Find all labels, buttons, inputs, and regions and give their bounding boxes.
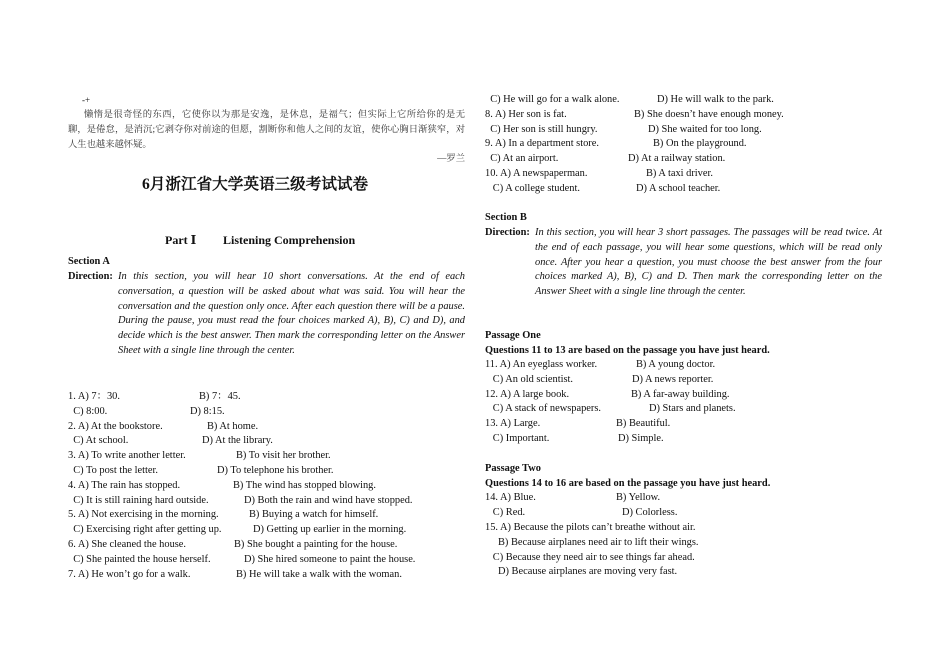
choice-left: C) A college student.	[485, 182, 580, 194]
choice-right: B) Yellow.	[616, 492, 661, 503]
choice-left: C) At school.	[68, 435, 129, 447]
choice-left: 12. A) A large book.	[485, 388, 570, 400]
choice-left: C) It is still raining hard outside.	[68, 494, 209, 506]
section-b-direction-text: In this section, you will hear 3 short passages. The passages will be read twice. At the end of each passage, you will hear some questions, which will be read only once. After you hear a question, you must choose the best answer from the four choices marked A), B), C) and D. Then mark the corresponding letter on the Answer Sheet with a single line through the center.	[535, 227, 882, 298]
choice-left: C) She painted the house herself.	[68, 553, 211, 565]
choice-left: 4. A) The rain has stopped.	[68, 479, 181, 491]
choice-left: C) A stack of newspapers.	[485, 403, 602, 415]
choice-right: D) A news reporter.	[632, 373, 714, 385]
choice-right: D) 8:15.	[190, 405, 225, 417]
choice-right: B) To visit her brother.	[236, 450, 331, 462]
choice-right: D) To telephone his brother.	[217, 465, 334, 476]
question-15-choice: C) Because they need air to see things far ahead.	[485, 551, 695, 563]
choice-left: C) Important.	[485, 433, 550, 444]
choice-left: 6. A) She cleaned the house.	[68, 539, 187, 550]
choice-right: B) A young doctor.	[636, 359, 716, 370]
choice-right: D) At the library.	[202, 435, 273, 447]
choice-right: D) He will walk to the park.	[657, 94, 774, 105]
choice-left: C) Her son is still hungry.	[485, 123, 598, 135]
choice-left: 13. A) Large.	[485, 418, 541, 430]
choice-left: 9. A) In a department store.	[485, 138, 599, 150]
choice-left: C) To post the letter.	[68, 465, 158, 476]
part-number: Part Ⅰ	[165, 233, 197, 247]
choice-right: B) A taxi driver.	[646, 168, 713, 179]
passage-two-heading: Passage Two	[485, 463, 541, 474]
passage-one-intro: Questions 11 to 13 are based on the passage you have just heard.	[485, 345, 770, 356]
choice-left: 5. A) Not exercising in the morning.	[68, 509, 219, 521]
section-b-heading: Section B	[485, 212, 527, 223]
choice-right: B) She doesn’t have enough money.	[634, 108, 784, 120]
choice-left: 8. A) Her son is fat.	[485, 108, 567, 120]
chinese-quote: 懒惰是很奇怪的东西，它使你以为那是安逸，是休息，是福气；但实际上它所给你的是无聊，是倦怠，是消沉;它剥夺你对前途的但愿，割断你和他人之间的友谊，使你心胸日渐狭窄，对人生也越来越怀疑。	[68, 110, 465, 150]
part-name: Listening Comprehension	[223, 233, 356, 247]
choice-right: B) 7：45.	[199, 391, 241, 402]
choice-right: D) She hired someone to paint the house.	[244, 553, 416, 565]
choice-right: B) On the playground.	[653, 138, 747, 150]
question-15-choice: 15. A) Because the pilots can’t breathe without air.	[485, 522, 696, 533]
choice-left: C) Exercising right after getting up.	[68, 524, 222, 536]
choice-right: D) Stars and planets.	[649, 403, 736, 415]
choice-left: 7. A) He won’t go for a walk.	[68, 568, 191, 580]
choice-left: 2. A) At the bookstore.	[68, 420, 163, 432]
choice-right: B) Beautiful.	[616, 418, 671, 430]
choice-left: C) Red.	[485, 506, 526, 518]
choice-right: D) She waited for too long.	[648, 123, 762, 135]
choice-right: B) At home.	[207, 420, 259, 432]
choice-right: D) At a railway station.	[628, 153, 726, 165]
section-b-direction-label: Direction:	[485, 227, 530, 238]
passage-one-heading: Passage One	[485, 330, 541, 341]
choice-left: 1. A) 7：30.	[68, 391, 120, 402]
quote-author: —罗兰	[437, 154, 465, 164]
question-15-choice: B) Because airplanes need air to lift their wings.	[485, 536, 699, 548]
choice-right: D) Both the rain and wind have stopped.	[244, 494, 413, 506]
choice-right: B) He will take a walk with the woman.	[236, 568, 402, 580]
choice-left: C) He will go for a walk alone.	[485, 94, 620, 105]
choice-right: B) She bought a painting for the house.	[234, 539, 398, 550]
choice-right: D) Simple.	[618, 433, 664, 444]
page-title: 6月浙江省大学英语三级考试试卷	[142, 176, 369, 193]
choice-right: D) A school teacher.	[636, 182, 721, 194]
choice-right: D) Colorless.	[622, 506, 678, 518]
question-15-choice: D) Because airplanes are moving very fast.	[485, 566, 678, 578]
passage-two-intro: Questions 14 to 16 are based on the passage you have just heard.	[485, 478, 771, 489]
choice-right: B) Buying a watch for himself.	[249, 509, 379, 521]
choice-right: D) Getting up earlier in the morning.	[253, 524, 407, 536]
section-a-direction-label: Direction:	[68, 271, 113, 282]
choice-right: B) A far-away building.	[631, 388, 730, 400]
choice-right: B) The wind has stopped blowing.	[233, 479, 376, 491]
section-a-heading: Section A	[68, 256, 110, 267]
choice-left: C) 8:00.	[68, 405, 108, 417]
choice-left: C) An old scientist.	[485, 373, 574, 385]
choice-left: 11. A) An eyeglass worker.	[485, 359, 598, 370]
choice-left: 3. A) To write another letter.	[68, 450, 186, 462]
choice-left: 14. A) Blue.	[485, 492, 536, 503]
choice-left: C) At an airport.	[485, 153, 559, 165]
header-marker: -+	[82, 95, 91, 105]
section-a-direction-text: In this section, you will hear 10 short conversations. At the end of each conversation, a question will be asked about what was said. You will hear the conversation and the question only once. After each question there will be a pause. During the pause, you must read the four choices marked A), B), C) and D), and decide which is the best answer. Then mark the corresponding letter on the Answer Sheet with a single line through the center.	[118, 271, 465, 356]
choice-left: 10. A) A newspaperman.	[485, 168, 588, 179]
